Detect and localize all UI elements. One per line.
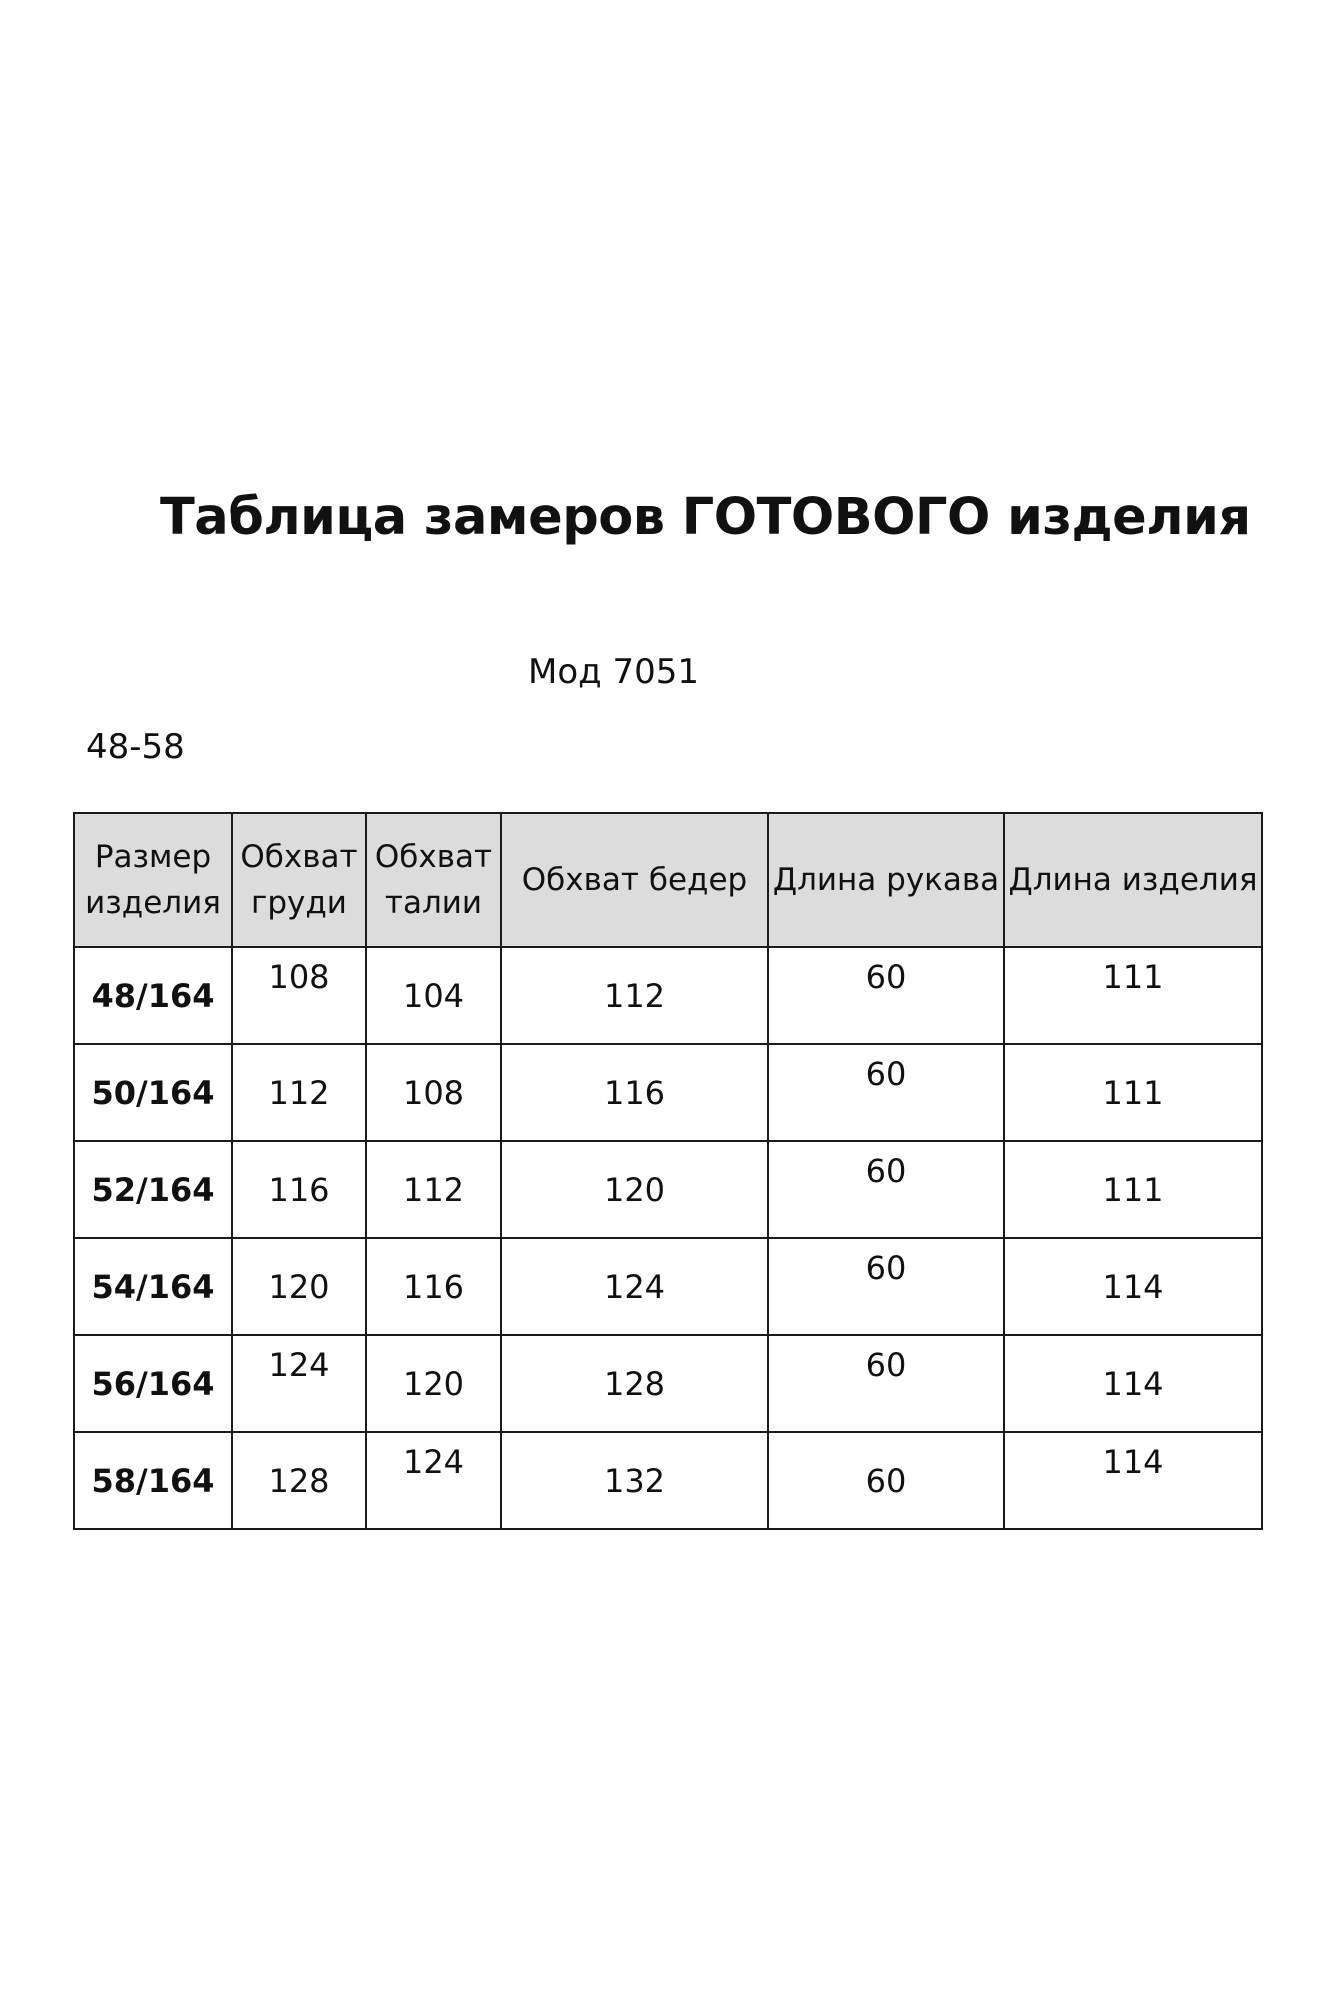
cell-value: 60 [865,1461,907,1500]
page-title: Таблица замеров ГОТОВОГО изделия [160,488,1251,547]
table-row [74,1141,1262,1238]
sleeve-cell [768,1238,1004,1335]
cell-value: 132 [603,1461,666,1500]
model-number: Мод 7051 [528,652,699,692]
cell-value: 116 [603,1073,666,1112]
cell-value: 112 [402,1170,465,1209]
chest-cell [232,1044,366,1141]
sleeve-cell [768,1335,1004,1432]
cell-value: 116 [402,1267,465,1306]
chest-cell [232,1238,366,1335]
hips-cell [501,1238,768,1335]
size-cell [74,1141,232,1238]
cell-value: 114 [1102,1443,1164,1481]
hips-cell [501,1432,768,1529]
sleeve-cell [768,1044,1004,1141]
cell-value: 104 [402,976,465,1015]
cell-value: 60 [865,1346,907,1384]
waist-cell [366,1141,501,1238]
waist-cell [366,1238,501,1335]
hips-cell [501,1044,768,1141]
cell-value: 128 [268,1461,330,1500]
cell-value: 124 [402,1443,465,1481]
cell-value: 60 [865,958,907,996]
cell-value: 54/164 [91,1267,215,1306]
size-cell [74,1335,232,1432]
cell-value: 124 [603,1267,666,1306]
cell-value: 120 [268,1267,330,1306]
header-chest: Обхват груди [232,813,366,947]
cell-value: 120 [402,1364,465,1403]
chest-cell [232,947,366,1044]
length-cell [1004,1141,1262,1238]
cell-value: 50/164 [91,1073,215,1112]
hips-cell [501,947,768,1044]
size-cell [74,947,232,1044]
table-row [74,1432,1262,1529]
cell-value: 114 [1102,1364,1164,1403]
cell-value: 56/164 [91,1364,215,1403]
waist-cell [366,1335,501,1432]
waist-cell [366,947,501,1044]
cell-value: 58/164 [91,1461,215,1500]
cell-value: 111 [1102,1170,1164,1209]
chest-cell [232,1335,366,1432]
length-cell [1004,1335,1262,1432]
size-cell [74,1432,232,1529]
header-hips: Обхват бедер [501,813,768,947]
cell-value: 60 [865,1249,907,1287]
length-cell [1004,1432,1262,1529]
hips-cell [501,1141,768,1238]
cell-value: 120 [603,1170,666,1209]
chest-cell [232,1141,366,1238]
table-row [74,947,1262,1044]
waist-cell [366,1432,501,1529]
header-product-length: Длина изделия [1004,813,1262,947]
chest-cell [232,1432,366,1529]
cell-value: 114 [1102,1267,1164,1306]
header-size: Размер изделия [74,813,232,947]
cell-value: 52/164 [91,1170,215,1209]
size-cell [74,1238,232,1335]
header-sleeve-length: Длина рукава [768,813,1004,947]
cell-value: 108 [268,958,330,996]
cell-value: 112 [603,976,666,1015]
table-header-row [74,813,1262,947]
cell-value: 112 [268,1073,330,1112]
table-row [74,1044,1262,1141]
cell-value: 111 [1102,958,1164,996]
waist-cell [366,1044,501,1141]
table-row [74,1335,1262,1432]
size-range: 48-58 [86,727,185,767]
cell-value: 116 [268,1170,330,1209]
cell-value: 48/164 [91,976,215,1015]
cell-value: 124 [268,1346,330,1384]
sleeve-cell [768,1432,1004,1529]
size-chart-table [73,812,1263,1530]
sleeve-cell [768,1141,1004,1238]
length-cell [1004,1044,1262,1141]
cell-value: 111 [1102,1073,1164,1112]
cell-value: 60 [865,1152,907,1190]
size-cell [74,1044,232,1141]
table-row [74,1238,1262,1335]
hips-cell [501,1335,768,1432]
length-cell [1004,1238,1262,1335]
cell-value: 128 [603,1364,666,1403]
sleeve-cell [768,947,1004,1044]
header-waist: Обхват талии [366,813,501,947]
cell-value: 108 [402,1073,465,1112]
length-cell [1004,947,1262,1044]
cell-value: 60 [865,1055,907,1093]
